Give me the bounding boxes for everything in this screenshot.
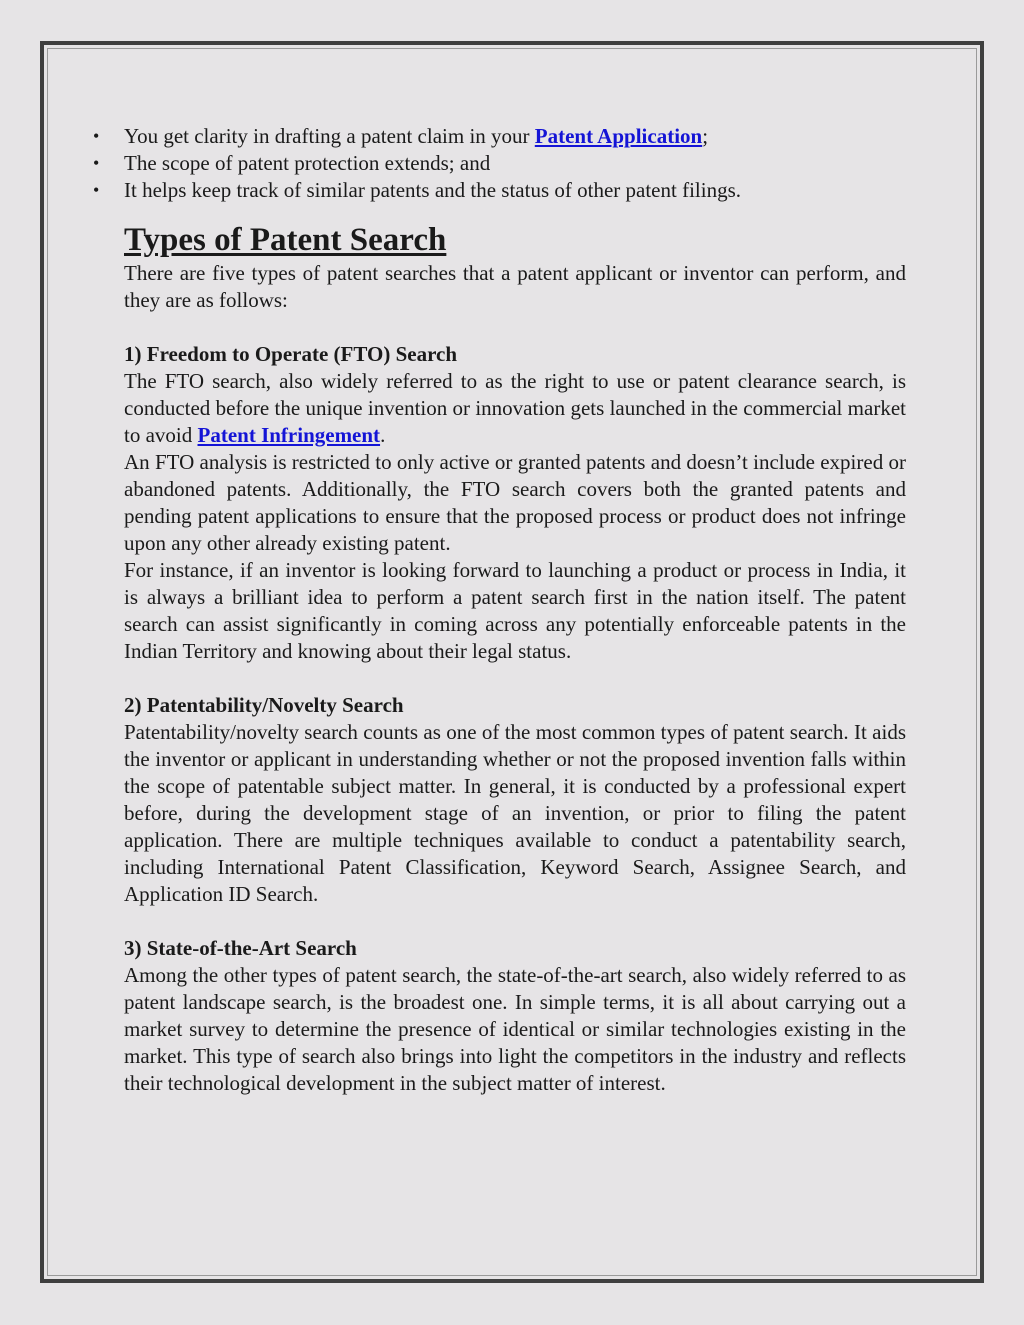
document-content (93, 123, 906, 1097)
fto-paragraph-1: The FTO search, also widely referred to as the right to use or patent clearance search, is conducted before the unique invention or innovation gets launched in the commercial market to avoid Patent Infringement. (124, 369, 906, 447)
patent-application-link[interactable]: Patent Application (534, 124, 703, 148)
section-title-patentability: 2) Patentability/Novelty Search (124, 693, 404, 717)
list-item: • The scope of patent protection extends; and (93, 151, 491, 175)
section-title-fto: 1) Freedom to Operate (FTO) Search (124, 342, 458, 366)
section-title-state-of-the-art: 3) State-of-the-Art Search (124, 936, 357, 960)
bullet-icon: • (93, 153, 100, 173)
patent-infringement-link[interactable]: Patent Infringement (197, 423, 381, 447)
benefits-list (93, 123, 906, 204)
list-item: • You get clarity in drafting a patent claim in your Patent Application; (93, 124, 709, 148)
bullet-icon: • (93, 126, 100, 146)
bullet-icon: • (93, 180, 100, 200)
list-item: • It helps keep track of similar patents and the status of other patent filings. (93, 178, 741, 202)
fto-paragraph-2: An FTO analysis is restricted to only active or granted patents and doesn’t include expired or abandoned patents. Additionally, the FTO search covers both the granted patents and pending patent applications to ensure that the proposed process or product does not infringe upon any other already existing patent. (124, 450, 906, 555)
state-of-the-art-paragraph: Among the other types of patent search, the state-of-the-art search, also widely referred to as patent landscape search, is the broadest one. In simple terms, it is all about carrying out a market survey to determine the presence of identical or similar technologies existing in the market. This type of search also brings into light the competitors in the industry and reflects their technological development in the subject matter of interest. (124, 963, 906, 1095)
document-page (40, 41, 984, 1283)
intro-paragraph: There are five types of patent searches that a patent applicant or inventor can perform, and they are as follows: (124, 261, 906, 312)
patentability-paragraph: Patentability/novelty search counts as one of the most common types of patent search. It aids the inventor or applicant in understanding whether or not the proposed invention falls within the scope of patentable subject matter. In general, it is conducted by a professional expert before, during the development stage of an invention, or prior to filing the patent application. There are multiple techniques available to conduct a patentability search, including International Patent Classification, Keyword Search, Assignee Search, and Application ID Search. (124, 720, 906, 906)
page-title: Types of Patent Search (124, 222, 447, 258)
fto-paragraph-3: For instance, if an inventor is looking forward to launching a product or process in India, it is always a brilliant idea to perform a patent search first in the nation itself. The patent search can assist significantly in coming across any potentially enforceable patents in the Indian Territory and knowing about their legal status. (124, 558, 906, 663)
